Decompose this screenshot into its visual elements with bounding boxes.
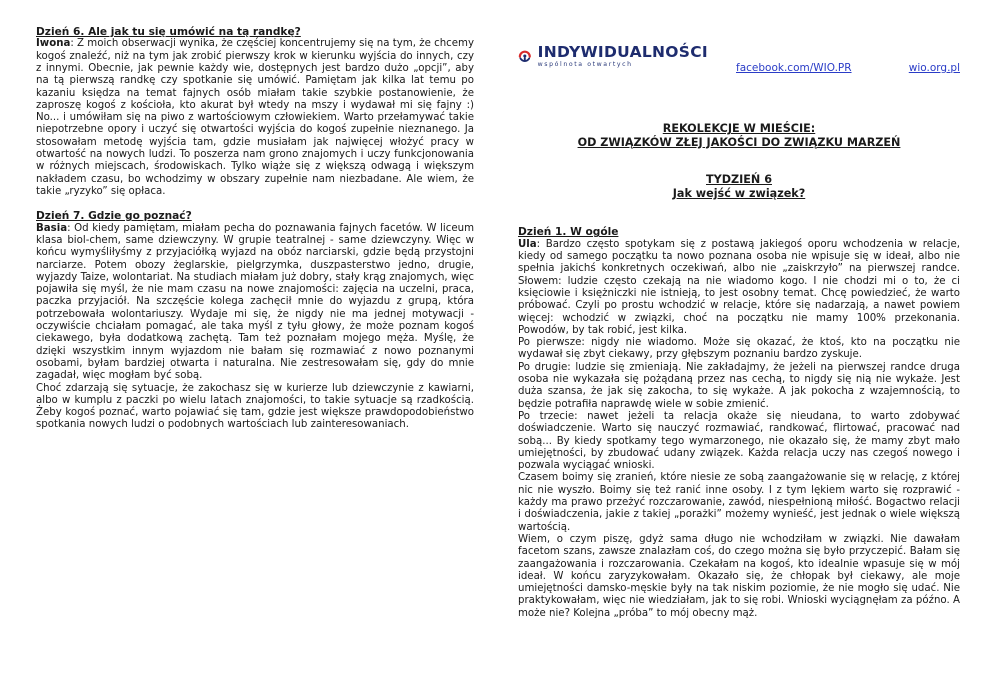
day1-speaker: Ula <box>518 238 537 250</box>
facebook-link[interactable]: facebook.com/WIO.PR <box>736 62 852 74</box>
logo-brand: INDYWIDUALNOŚCI <box>537 42 708 61</box>
day1-point-3: Po trzecie: nawet jeżeli ta relacja okaże się nieudana, to warto zdobywać doświadczenie. Warto się nauczyć rozmawiać, randkować, flirtować, pracować nad sobą... By kiedy spotkamy tego wymarzonego, nie okazało się, że mamy zbyt mało umiejętności, by zbudować udany związek. Każda relacja uczy nas czegoś nowego i pozwala wyciągać wnioski. <box>518 410 960 472</box>
logo-tagline: wspólnota otwartych <box>537 60 633 68</box>
day1-paragraph <box>518 239 960 337</box>
day1-point-2: Po drugie: ludzie się zmieniają. Nie zakładajmy, że jeżeli na pierwszej randce druga osoba nie wykazała się pożądaną przez nas cechą, to nigdy się nią nie wykaże. Jest duża szansa, że jak się zakocha, to się wykaże. A jak pokocha z wzajemnością, to będzie potrafiła naprawdę wiele w sobie zmienić. <box>518 361 960 410</box>
retreat-title-line2: OD ZWIĄZKÓW ZŁEJ JAKOŚCI DO ZWIĄZKU MARZEŃ <box>577 135 901 149</box>
day1-paragraph-4: Czasem boimy się zranień, które niesie ze sobą zaangażowanie się w relację, z której nic nie wyszło. Boimy się też ranić inne osoby. I z tym lękiem warto się rozprawić - każdy ma prawo przeżyć rozczarowanie, zawód, niespełnioną miłość. Bogactwo relacji i doświadczenia, jakie z takiej „porażki” możemy wynieść, jest jednak o wiele większą wartością. <box>518 472 960 533</box>
day1-text: : Bardzo często spotykam się z postawą jakiegoś oporu wchodzenia w relacje, kiedy od samego początku ta nowo poznana osoba nie wpisuje się w ideał, albo nie spełnia jakichś konkretnych oczekiwań, albo nie „zaiskrzyło” na pierwszej randce. Słowem: ludzie często czekają na nie wiadomo kogo. I nie chodzi mi o to, że ci księciowie i księżniczki nie istnieją, to jest osobny temat. Chcę powiedzieć, że warto próbować. Czyli po prostu wchodzić w relacje, które się nadarzają, a nawet powiem więcej: wchodzić w związki, choć na początku nie mamy 100% przekonania. Powodów, by tak robić, jest kilka. <box>518 238 960 336</box>
day7-paragraph <box>36 223 474 383</box>
retreat-title-line1: REKOLEKCJE W MIEŚCIE: <box>662 122 816 135</box>
day7-text: : Od kiedy pamiętam, miałam pecha do poznawania fajnych facetów. W liceum klasa biol-chem, same dziewczyny. W grupie teatralnej - same dziewczyny. Więc w końcu wymyśliłyśmy z przyjaciółką wyjazd na obóz narciarski, gdzie będą przystojni narciarze. Potem obozy żeglarskie, pielgrzymka, duszpasterstwo jedno, drugie, wyjazdy Taize, wolontariat. Na studiach miałam już dobry, stały krąg znajomych, więc pojawiła się myśl, że nie mam czasu na nowe znajomości: zajęcia na uczelni, praca, paczka przyjaciół. Na szczęście kolega zachęcił mnie do wyjazdu z grupą, która potrzebowała wolontariuszy. Wydaje mi się, że nigdy nie ma jednej motywacji - oczywiście chciałam pomagać, ale taka myśl z tyłu głowy, że może poznam kogoś ciekawego, była dodatkową zachętą. Tam też poznałam mojego męża. Myślę, że dzięki wszystkim innym wyjazdom nie bałam się rozmawiać z nowo poznanymi osobami, byłam bardziej otwarta i naturalna. Nie zestresowałam się, gdy do mnie zagadał, więc mogłam być sobą. <box>36 222 474 382</box>
day6-title: Dzień 6. Ale jak tu się umówić na tą randkę? <box>36 26 301 38</box>
day6-paragraph <box>36 38 474 198</box>
week-title: TYDZIEŃ 6 <box>706 173 772 187</box>
day1-paragraph-5: Wiem, o czym piszę, gdyż sama długo nie wchodziłam w związki. Nie dawałam facetom szans, zawsze znalazłam coś, do czego można się było przyczepić. Bałam się zaangażowania i rozczarowania. Czekałam na kogoś, kto idealnie wpasuje się w mój ideał. W końcu zaryzykowałam. Okazało się, że chłopak był ciekawy, ale moje umiejętności damsko-męskie były na tak niskim poziomie, że nie mogło się udać. Nie praktykowałam, więc nie wiedziałam, jak to się robi. Wnioski wyciągnęłam za późno. A może nie? Kolejna „próba” to mój obecny mąż. <box>518 533 960 619</box>
day6-text: : Z moich obserwacji wynika, że częściej koncentrujemy się na tym, że chcemy kogoś znaleźć, niż na tym jak zrobić pierwszy krok w kierunku wyjścia do innych, czy z innymi. Obecnie, jak pewnie każdy wie, dostępnych jest bardzo dużo „opcji”, aby na tą pierwszą randkę czy spotkanie się umówić. Pamiętam jak kilka lat temu po kazaniu księdza na temat fajnych osób miałam takie szybkie postanowienie, że zaproszę kogoś z kościoła, kto akurat był wtedy na mszy i wydawał mi się fajny :) No... i umówiłam się na piwo z wartościowym człowiekiem. Warto przełamywać takie niepotrzebne opory i uczyć się otwartości wyjścia do kogoś zupełnie nieznanego. Ja stosowałam metodę wyjścia tam, gdzie musiałam jak najwięcej włożyć pracy w otwartość na nowych ludzi. To poszerza nam grono znajomych i uczy funkcjonowania w różnych miejscach, środowiskach. Tylko wiąże się z większą odwagą i większym nakładem czasu, bo wchodzimy w obszary zupełnie nam niezbadane. Ale wiem, że takie „ryzyko” się opłaca. <box>36 38 474 197</box>
right-page <box>496 0 992 700</box>
day7-paragraph-2: Choć zdarzają się sytuacje, że zakochasz się w kurierze lub dziewczynie z kawiarni, albo w kumplu z paczki po wielu latach znajomości, to takie sytuacje są rzadkością. Żeby kogoś poznać, warto pojawiać się tam, gdzie jest większe prawdopodobieństwo spotkania nowych ludzi o podobnych wartościach lub zainteresowaniach. <box>36 382 474 431</box>
day7-title: Dzień 7. Gdzie go poznać? <box>36 210 192 223</box>
day1-point-1: Po pierwsze: nigdy nie wiadomo. Może się okazać, że ktoś, kto na początku nie wydawał się zbyt ciekawy, przy głębszym poznaniu bardzo zyskuje. <box>518 337 960 361</box>
day7-speaker: Basia <box>36 222 68 234</box>
day1-title: Dzień 1. W ogóle <box>518 226 619 239</box>
website-link[interactable]: wio.org.pl <box>908 62 960 74</box>
logo <box>518 34 708 78</box>
day6-speaker: Iwona <box>36 38 71 50</box>
week-subtitle: Jak wejść w związek? <box>672 186 806 200</box>
logo-icon <box>518 34 532 78</box>
header <box>518 26 960 78</box>
